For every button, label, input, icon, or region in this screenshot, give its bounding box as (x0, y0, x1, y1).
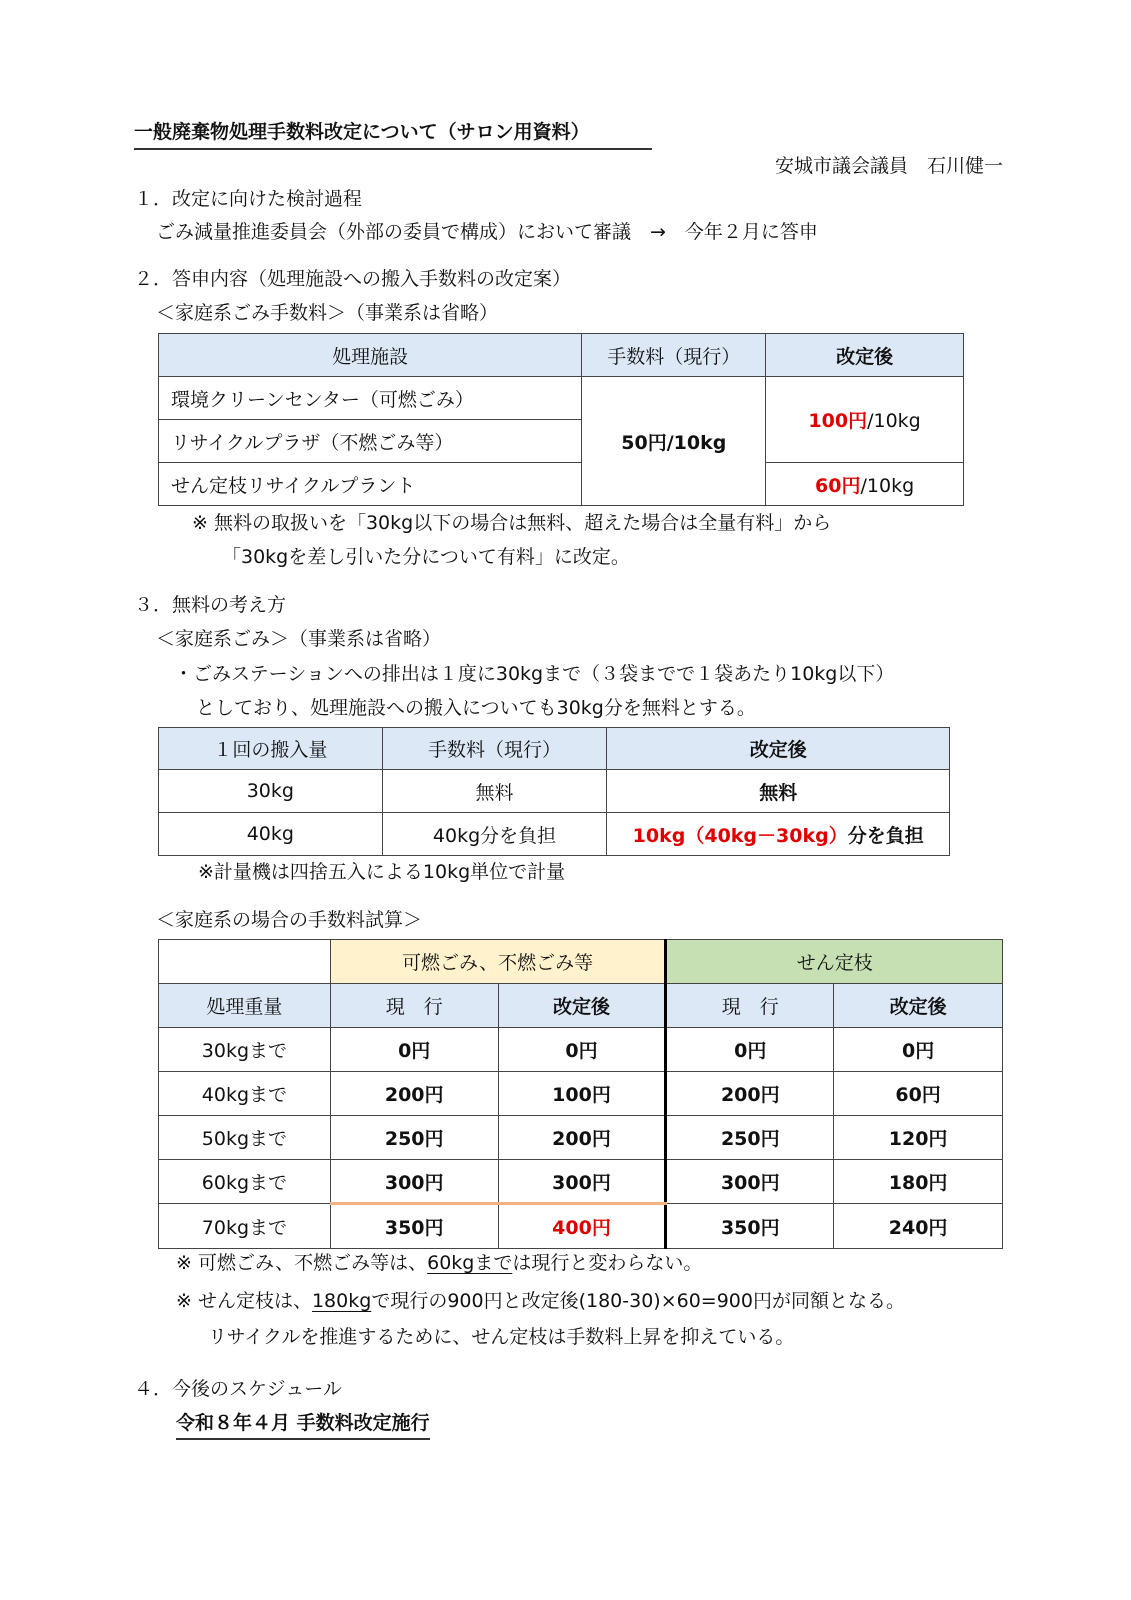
burnable-current: 350円 (330, 1204, 498, 1249)
section3-bullet-line2: としており、処理施設への搬入についても30kg分を無料とする。 (196, 697, 756, 719)
burnable-revised: 300円 (498, 1160, 666, 1204)
current-fee: 40kg分を負担 (382, 813, 607, 856)
facility-name: 環境クリーンセンター（可燃ごみ） (159, 377, 582, 420)
pruning-current: 300円 (666, 1160, 834, 1204)
weight: 50kgまで (159, 1116, 331, 1160)
weight: 70kgまで (159, 1204, 331, 1249)
revised-fee-2-amount: 60円 (815, 474, 861, 497)
page-title: 一般廃棄物処理手数料改定について（サロン用資料） (134, 121, 652, 150)
header-revised: 改定後 (834, 984, 1003, 1028)
table-row (159, 1204, 1003, 1249)
group-pruning: せん定枝 (666, 940, 1003, 984)
header-current: 現 行 (666, 984, 834, 1028)
facility-name: せん定枝リサイクルプラント (159, 463, 582, 506)
facility-name: リサイクルプラザ（不燃ごみ等） (159, 420, 582, 463)
revised-fee-1-unit: /10kg (867, 410, 921, 432)
calc-title: ＜家庭系の場合の手数料試算＞ (156, 909, 423, 931)
weight: 30kgまで (159, 1028, 331, 1072)
revised-fee-2-unit: /10kg (860, 474, 915, 497)
header-load-amount: １回の搬入量 (159, 728, 383, 770)
current-fee: 50円/10kg (582, 377, 766, 506)
fee-calculation-table (158, 939, 1003, 1249)
header-revised: 改定後 (498, 984, 666, 1028)
burnable-revised: 200円 (498, 1116, 666, 1160)
header-current-fee: 手数料（現行） (582, 334, 766, 377)
scale-note: ※計量機は四捨五入による10kg単位で計量 (198, 861, 566, 883)
load-amount: 40kg (159, 813, 383, 856)
pruning-revised: 180円 (834, 1160, 1003, 1204)
section3-heading: ３．無料の考え方 (134, 594, 287, 616)
revised-fee-1 (766, 377, 964, 463)
free-allowance-table (158, 727, 950, 856)
calc-note-recycling: リサイクルを推進するために、せん定枝は手数料上昇を抑えている。 (208, 1326, 795, 1348)
pruning-revised: 240円 (834, 1204, 1003, 1249)
calc-note-burnable (176, 1252, 702, 1275)
pruning-current: 350円 (666, 1204, 834, 1249)
section2-heading: ２．答申内容（処理施設への搬入手数料の改定案） (134, 268, 572, 290)
section4-body: 令和８年４月 手数料改定施行 (176, 1412, 430, 1440)
section4-heading: ４．今後のスケジュール (134, 1378, 342, 1400)
table-row (159, 1160, 1003, 1204)
calc-note-burnable-suffix: は現行と変わらない。 (512, 1252, 703, 1274)
calc-note-burnable-threshold: 60kgまで (427, 1252, 513, 1274)
table-row (159, 1028, 1003, 1072)
section2-note-line2: 「30kgを差し引いた分について有料」に改定。 (222, 546, 630, 568)
burnable-revised: 400円 (498, 1204, 666, 1249)
section2-note-line1: ※ 無料の取扱いを「30kg以下の場合は無料、超えた場合は全量有料」から (192, 512, 832, 534)
pruning-current: 0円 (666, 1028, 834, 1072)
burnable-current: 300円 (330, 1160, 498, 1204)
group-burnable: 可燃ごみ、不燃ごみ等 (330, 940, 666, 984)
pruning-current: 250円 (666, 1116, 834, 1160)
pruning-revised: 0円 (834, 1028, 1003, 1072)
weight: 40kgまで (159, 1072, 331, 1116)
current-fee: 無料 (382, 770, 607, 813)
revised-fee-2 (766, 463, 964, 506)
header-facility: 処理施設 (159, 334, 582, 377)
author: 安城市議会議員 石川健一 (774, 155, 1003, 177)
table-row (159, 1116, 1003, 1160)
revised-fee-1-amount: 100円 (808, 410, 868, 432)
calc-note-pruning-prefix: ※ せん定枝は、 (176, 1290, 312, 1312)
header-revised: 改定後 (607, 728, 950, 770)
pruning-current: 200円 (666, 1072, 834, 1116)
calc-note-pruning (176, 1290, 905, 1313)
revised-fee: 無料 (607, 770, 950, 813)
calc-note-pruning-suffix: で現行の900円と改定後(180-30)×60=900円が同額となる。 (371, 1290, 905, 1312)
pruning-revised: 60円 (834, 1072, 1003, 1116)
section3-subheading: ＜家庭系ごみ＞（事業系は省略） (156, 628, 442, 650)
header-current-fee: 手数料（現行） (382, 728, 607, 770)
header-current: 現 行 (330, 984, 498, 1028)
blank-cell (159, 940, 331, 984)
burnable-revised: 0円 (498, 1028, 666, 1072)
burnable-revised: 100円 (498, 1072, 666, 1116)
pruning-revised: 120円 (834, 1116, 1003, 1160)
weight: 60kgまで (159, 1160, 331, 1204)
section2-subheading: ＜家庭系ごみ手数料＞（事業系は省略） (156, 302, 499, 324)
header-weight: 処理重量 (159, 984, 331, 1028)
revised-fee (607, 813, 950, 856)
calc-note-burnable-prefix: ※ 可燃ごみ、不燃ごみ等は、 (176, 1252, 428, 1274)
calc-note-pruning-threshold: 180kg (311, 1290, 372, 1312)
revised-fee-suffix: 分を負担 (847, 824, 924, 847)
burnable-current: 0円 (330, 1028, 498, 1072)
burnable-current: 200円 (330, 1072, 498, 1116)
fee-proposal-table (158, 333, 964, 506)
table-row (159, 1072, 1003, 1116)
header-revised: 改定後 (766, 334, 964, 377)
load-amount: 30kg (159, 770, 383, 813)
section3-bullet-line1: ・ごみステーションへの排出は１度に30kgまで（３袋までで１袋あたり10kg以下） (174, 663, 895, 685)
section1-body: ごみ減量推進委員会（外部の委員で構成）において審議 → 今年２月に答申 (156, 221, 818, 243)
section1-heading: １．改定に向けた検討過程 (134, 188, 363, 210)
burnable-current: 250円 (330, 1116, 498, 1160)
revised-fee-chargeable: 10kg（40kg－30kg） (632, 824, 848, 847)
